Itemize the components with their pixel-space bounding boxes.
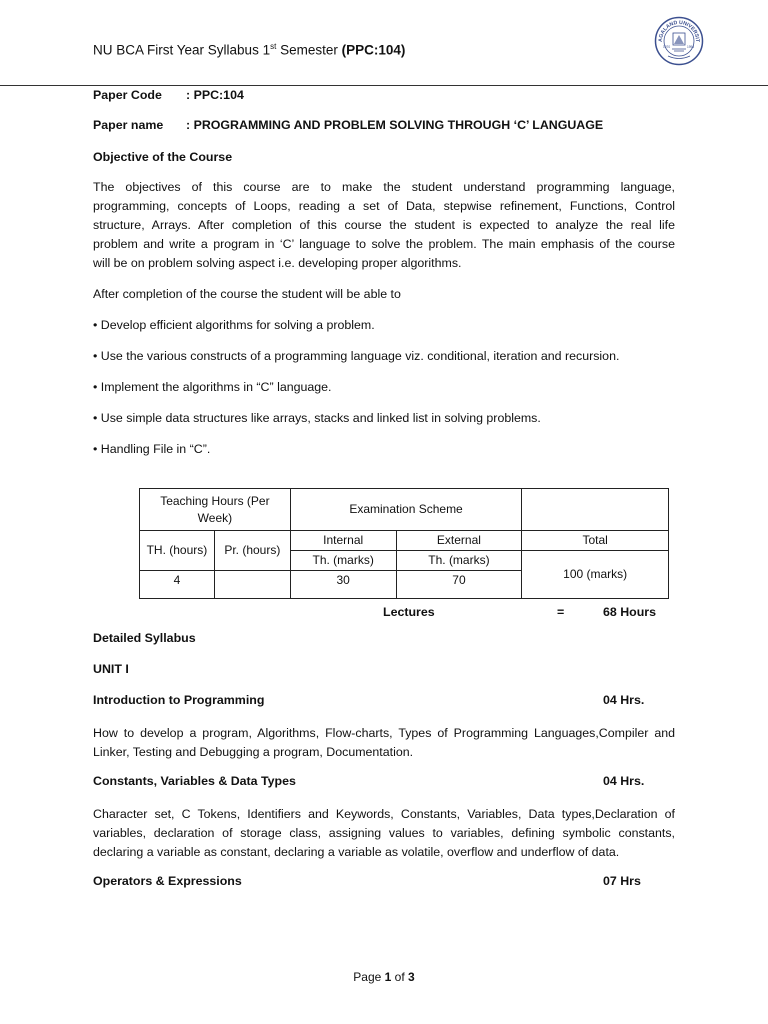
topic-line: Character set, C Tokens, Identifiers and Keywords, Constants, Variables, Data types,Declaration of [93, 807, 675, 821]
exam-scheme-header: Examination Scheme [290, 489, 522, 531]
th-hours-header: TH. (hours) [140, 531, 215, 571]
objective-paragraph [93, 178, 675, 273]
external-header: External [396, 531, 522, 551]
objective-line: The objectives of this course are to make the student understand programming language, [93, 180, 675, 194]
paper-code-value: : PPC:104 [186, 88, 244, 102]
topic-description [93, 724, 675, 762]
total-header: Total [522, 531, 669, 551]
paper-code-row [0, 88, 768, 108]
paper-name-value: : PROGRAMMING AND PROBLEM SOLVING THROUGH ‘C’ LANGUAGE [186, 118, 604, 132]
objective-heading: Objective of the Course [93, 150, 233, 164]
outcome-bullet: • Handling File in “C”. [93, 442, 211, 456]
header-title-pre: NU BCA First Year Syllabus 1 [93, 42, 271, 58]
topic-hours: 04 Hrs. [603, 693, 645, 707]
university-seal-icon [654, 16, 704, 66]
page-current: 1 [384, 970, 392, 984]
th-value: 4 [140, 571, 215, 599]
outcome-intro: After completion of the course the student will be able to [93, 287, 401, 301]
blank-header-cell [522, 489, 669, 531]
objective-line: structure, Arrays. After completion of this course the student is expected to analyze the real life [93, 218, 675, 232]
topic-line: Linker, Testing and Debugging a program, Documentation. [93, 745, 414, 759]
objective-line: programming, concepts of Loops, reading a set of Data, stepwise refinement, Functions, Control [93, 199, 675, 213]
topic-line: declaring a variable as constant, declaring a variable as volatile, overflow and underflow of data. [93, 845, 620, 859]
internal-value: 30 [290, 571, 396, 599]
seal-text-left: 1970 [663, 45, 671, 49]
topic-hours: 07 Hrs [603, 874, 641, 888]
page-prefix: Page [353, 970, 385, 984]
topic-line: variables, declaration of storage class, assigning values to variables, defining symbolic constants, [93, 826, 675, 840]
page-of: of [391, 970, 409, 984]
outcome-bullet: • Implement the algorithms in “C” language. [93, 380, 332, 394]
topic-header [0, 874, 768, 894]
topic-header [0, 774, 768, 794]
seal-text-top: AGALAND UNIVERSIT [657, 19, 701, 43]
page-number [0, 970, 768, 984]
objective-line: will be on problem solving aspect i.e. developing proper algorithms. [93, 256, 462, 270]
document-header-title [93, 42, 405, 58]
external-value: 70 [396, 571, 522, 599]
topic-hours: 04 Hrs. [603, 774, 645, 788]
lectures-equals: = [557, 605, 565, 619]
topic-title: Operators & Expressions [93, 874, 242, 888]
objective-line: problem and write a program in ‘C’ language to solve the problem. The main emphasis of the course [93, 237, 675, 251]
external-unit: Th. (marks) [396, 551, 522, 571]
topic-header [0, 693, 768, 713]
table-row [140, 531, 669, 551]
pr-hours-header: Pr. (hours) [214, 531, 290, 571]
topic-description [93, 805, 675, 862]
internal-header: Internal [290, 531, 396, 551]
paper-name-label: Paper name [93, 118, 164, 132]
seal-text-right: 1994 [687, 45, 695, 49]
topic-line: How to develop a program, Algorithms, Flow-charts, Types of Programming Languages,Compiler and [93, 726, 675, 740]
unit-heading: UNIT I [93, 662, 129, 676]
paper-name-row [0, 118, 768, 138]
paper-code-label: Paper Code [93, 88, 162, 102]
pr-value [214, 571, 290, 599]
header-divider [0, 85, 768, 86]
lectures-value: 68 Hours [603, 605, 657, 619]
outcome-bullet: • Use simple data structures like arrays, stacks and linked list in solving problems. [93, 411, 541, 425]
header-title-code: (PPC:104) [341, 42, 406, 58]
total-value: 100 (marks) [522, 551, 669, 599]
scheme-table [139, 488, 669, 599]
topic-title: Constants, Variables & Data Types [93, 774, 296, 788]
page-total: 3 [408, 970, 415, 984]
teaching-hours-header: Teaching Hours (Per Week) [140, 489, 291, 531]
topic-title: Introduction to Programming [93, 693, 265, 707]
outcome-bullet: • Develop efficient algorithms for solving a problem. [93, 318, 375, 332]
header-title-sup: st [270, 42, 277, 51]
syllabus-heading: Detailed Syllabus [93, 631, 196, 645]
outcome-bullet: • Use the various constructs of a programming language viz. conditional, iteration and recursion. [93, 349, 620, 363]
table-row [140, 489, 669, 531]
lectures-label: Lectures [383, 605, 435, 619]
internal-unit: Th. (marks) [290, 551, 396, 571]
header-title-post: Semester [276, 42, 342, 58]
